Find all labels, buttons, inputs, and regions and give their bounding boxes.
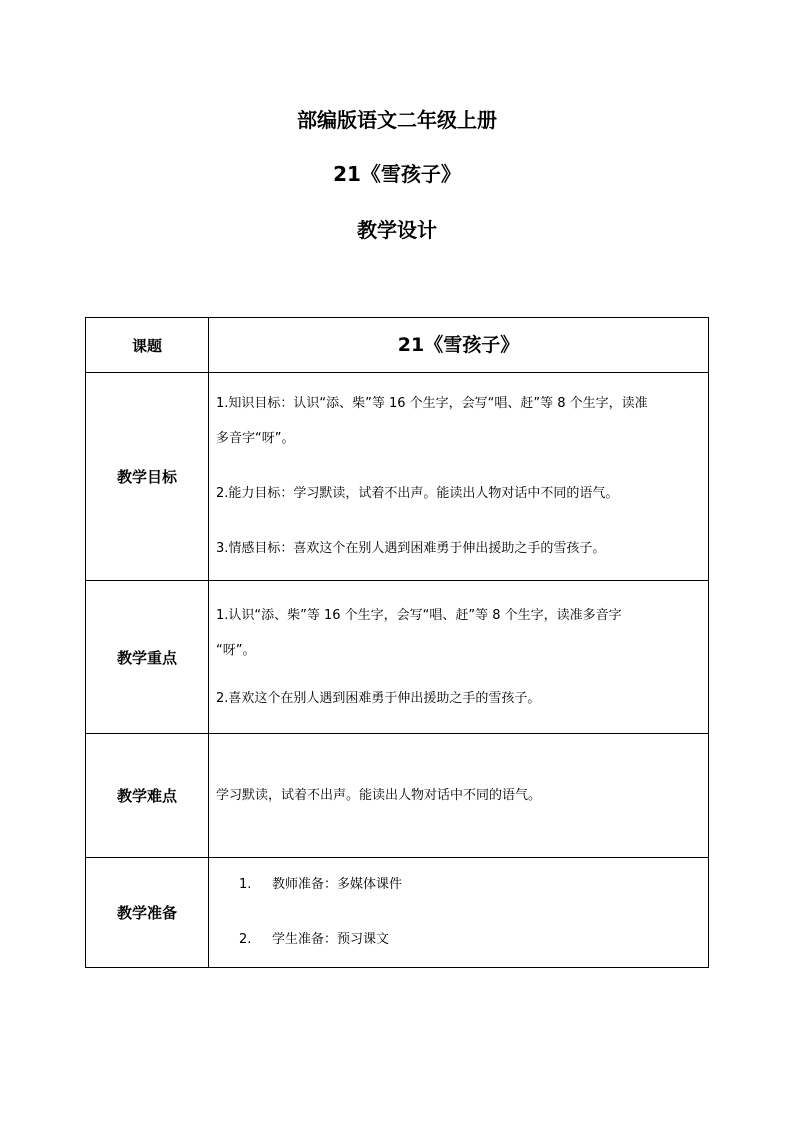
list-item-text: 教师准备：多媒体课件: [272, 877, 403, 892]
lesson-plan-table: [85, 317, 709, 968]
list-item-number: 2.: [239, 932, 252, 947]
goals-cell: [209, 373, 709, 581]
goal-item-1-line-2: 多音字“呀”。: [216, 431, 295, 446]
key-point-item-2: 2.喜欢这个在别人遇到困难勇于伸出援助之手的雪孩子。: [216, 690, 541, 706]
goal-item-1-line-1: 1.知识目标：认识“添、柴”等 16 个生字，会写“唱、赶”等 8 个生字，读准: [216, 396, 648, 411]
goal-item-3: 3.情感目标：喜欢这个在别人遇到困难勇于伸出援助之手的雪孩子。: [216, 541, 606, 556]
table-row-topic: [86, 318, 709, 373]
goal-item-1: [216, 394, 702, 449]
preparation-label: 教学准备: [86, 858, 209, 968]
goal-item-2: 2.能力目标：学习默读，试着不出声。能读出人物对话中不同的语气。: [216, 486, 619, 501]
difficulty-text: 学习默读，试着不出声。能读出人物对话中不同的语气。: [216, 787, 542, 803]
preparation-cell: [209, 858, 709, 968]
list-item: [239, 875, 708, 895]
key-point-item-1-line-1: 1.认识“添、柴”等 16 个生字，会写“唱、赶”等 8 个生字，读准多音字: [216, 607, 622, 623]
preparation-list: [209, 875, 708, 950]
list-item-number: 1.: [239, 877, 252, 892]
table-row-key-points: [86, 581, 709, 734]
document-title: 部编版语文二年级上册: [297, 108, 497, 132]
list-item: [239, 930, 708, 950]
topic-label: 课题: [86, 318, 209, 373]
key-point-item-1: [216, 606, 702, 661]
difficulties-cell: [209, 734, 709, 858]
topic-value: 21《雪孩子》: [397, 334, 520, 356]
topic-cell: [209, 318, 709, 373]
key-point-item-1-line-2: “呀”。: [216, 642, 256, 658]
lesson-title: 21《雪孩子》: [333, 162, 461, 186]
table-row-preparation: [86, 858, 709, 968]
key-points-label: 教学重点: [86, 581, 209, 734]
document-subtitle: 教学设计: [357, 218, 437, 242]
table-row-difficulties: [86, 734, 709, 858]
list-item-text: 学生准备：预习课文: [272, 932, 390, 947]
difficulties-label: 教学难点: [86, 734, 209, 858]
key-points-cell: [209, 581, 709, 734]
goals-label: 教学目标: [86, 373, 209, 581]
table-row-goals: [86, 373, 709, 581]
